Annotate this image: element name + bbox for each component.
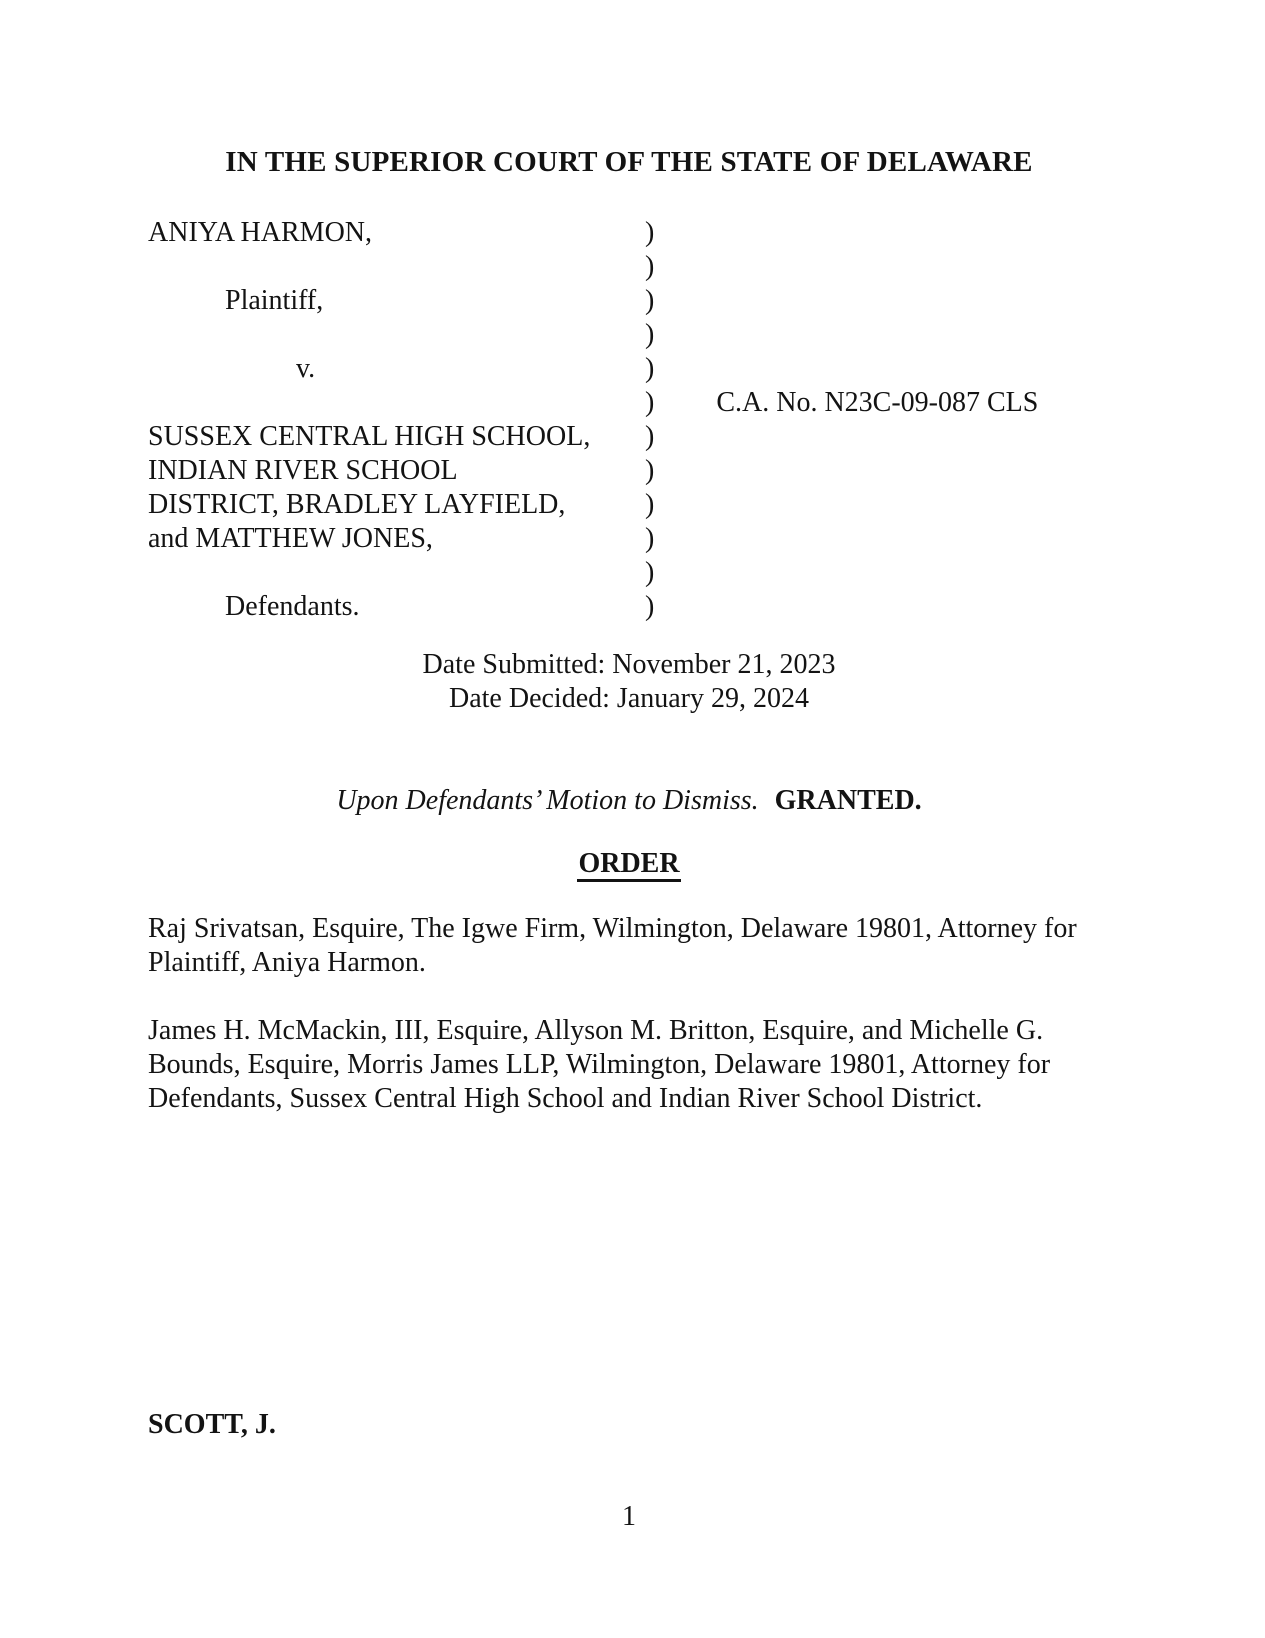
date-decided: Date Decided: January 29, 2024	[449, 683, 809, 714]
caption-paren: )	[645, 523, 655, 554]
caption-row	[148, 556, 1110, 590]
caption-row	[148, 318, 1110, 352]
defendant-name-line: DISTRICT, BRADLEY LAYFIELD,	[148, 489, 566, 520]
defendant-name-line: INDIAN RIVER SCHOOL	[148, 455, 458, 486]
counsel-line: James H. McMackin, III, Esquire, Allyson M. Britton, Esquire, and Michelle G.	[148, 1015, 1044, 1046]
caption-paren: )	[645, 421, 655, 452]
caption-row	[148, 454, 1110, 488]
case-caption	[148, 216, 1110, 624]
caption-paren: )	[645, 591, 655, 622]
plaintiff-name: ANIYA HARMON,	[148, 217, 373, 248]
defendants-designation: Defendants.	[225, 591, 360, 622]
caption-row	[148, 216, 1110, 250]
court-title: IN THE SUPERIOR COURT OF THE STATE OF DELAWARE	[225, 146, 1033, 178]
caption-paren: )	[645, 251, 655, 282]
caption-paren: )	[645, 489, 655, 520]
counsel-line: Defendants, Sussex Central High School and Indian River School District.	[148, 1083, 983, 1114]
caption-row	[148, 352, 1110, 386]
ruling-text: GRANTED.	[774, 785, 922, 816]
caption-row	[148, 386, 1110, 420]
motion-title: Upon Defendants’ Motion to Dismiss.	[336, 785, 759, 816]
defendant-name-line: and MATTHEW JONES,	[148, 523, 433, 554]
defendant-name-line: SUSSEX CENTRAL HIGH SCHOOL,	[148, 421, 591, 452]
caption-row	[148, 250, 1110, 284]
counsel-line: Bounds, Esquire, Morris James LLP, Wilmington, Delaware 19801, Attorney for	[148, 1049, 1051, 1080]
disposition-line	[148, 784, 1110, 818]
caption-paren: )	[645, 285, 655, 316]
caption-paren: )	[645, 217, 655, 248]
case-number: C.A. No. N23C-09-087 CLS	[716, 387, 1039, 418]
judge-signature: SCOTT, J.	[148, 1409, 276, 1440]
caption-paren: )	[645, 387, 655, 418]
page-number: 1	[622, 1501, 636, 1532]
caption-paren: )	[645, 455, 655, 486]
counsel-line: Plaintiff, Aniya Harmon.	[148, 947, 426, 978]
date-submitted: Date Submitted: November 21, 2023	[422, 649, 836, 680]
caption-paren: )	[645, 353, 655, 384]
caption-paren: )	[645, 557, 655, 588]
caption-row	[148, 590, 1110, 624]
versus-abbreviation: v.	[296, 353, 316, 384]
caption-row	[148, 522, 1110, 556]
dates-block	[148, 648, 1110, 716]
plaintiff-counsel-paragraph	[148, 912, 1110, 980]
caption-row	[148, 420, 1110, 454]
plaintiff-designation: Plaintiff,	[225, 285, 324, 316]
order-heading-line	[148, 847, 1110, 881]
order-heading: ORDER	[577, 850, 680, 882]
counsel-line: Raj Srivatsan, Esquire, The Igwe Firm, Wilmington, Delaware 19801, Attorney for	[148, 913, 1077, 944]
defense-counsel-paragraph	[148, 1014, 1110, 1116]
caption-row	[148, 488, 1110, 522]
caption-paren: )	[645, 319, 655, 350]
caption-row	[148, 284, 1110, 318]
